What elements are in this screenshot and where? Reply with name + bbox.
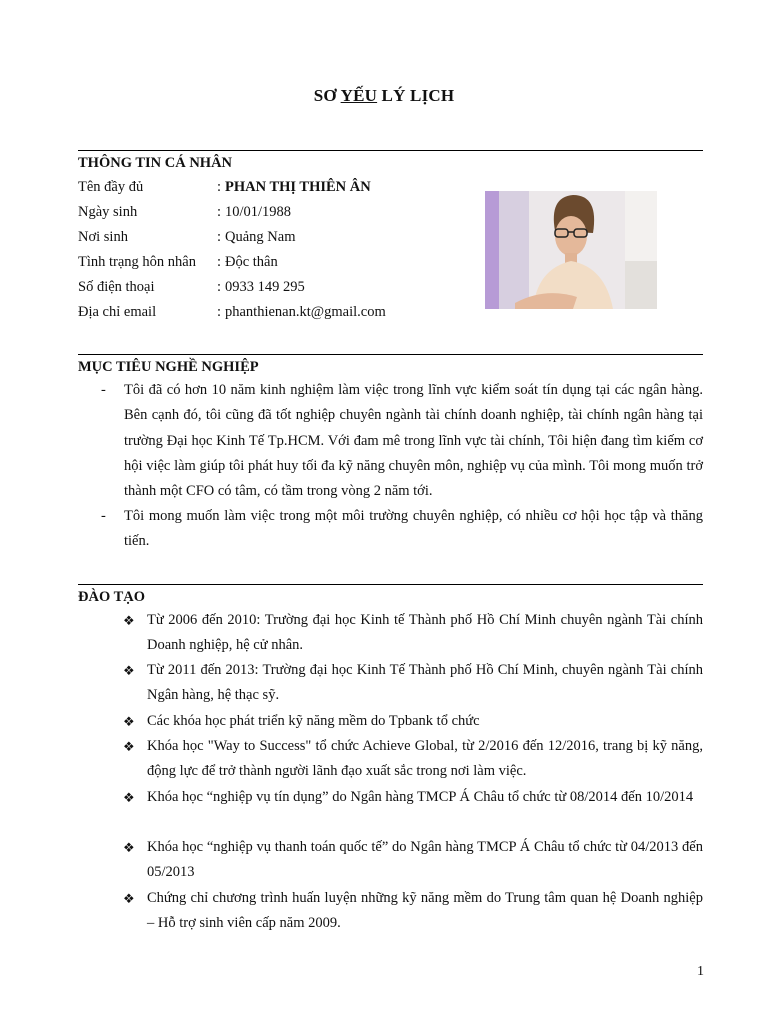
title-part-2-underlined: YẾU [340, 86, 378, 105]
diamond-bullet-icon: ❖ [123, 790, 135, 805]
info-colon: : [217, 229, 222, 245]
education-item: Khóa học “nghiệp vụ thanh toán quốc tế” do Ngân hàng TMCP Á Châu tổ chức từ 04/2013 đến 05/2013 [147, 839, 703, 881]
info-label: Nơi sinh [78, 229, 128, 245]
list-bullet-dash: - [101, 508, 106, 524]
info-colon: : [217, 179, 222, 195]
list-bullet-dash: - [101, 382, 106, 398]
title-part-3: LÝ LỊCH [377, 86, 455, 105]
info-colon: : [217, 254, 222, 270]
education-item: Chứng chỉ chương trình huấn luyện những kỹ năng mềm do Trung tâm quan hệ Doanh nghiệp – Hỗ trợ sinh viên cấp năm 2009. [147, 890, 703, 932]
education-item: Từ 2011 đến 2013: Trường đại học Kinh Tế Thành phố Hồ Chí Minh, chuyên ngành Tài chính Ngân hàng, hệ thạc sỹ. [147, 662, 703, 704]
education-item: Khóa học “nghiệp vụ tín dụng” do Ngân hàng TMCP Á Châu tổ chức từ 08/2014 đến 10/2014 [147, 789, 694, 805]
info-value-birthdate: 10/01/1988 [225, 204, 292, 220]
diamond-bullet-icon: ❖ [123, 613, 135, 628]
profile-photo [485, 191, 657, 309]
personal-info-heading: THÔNG TIN CÁ NHÂN [78, 150, 703, 173]
info-value-email: phanthienan.kt@gmail.com [225, 304, 386, 320]
diamond-bullet-icon: ❖ [123, 739, 135, 754]
education-heading: ĐÀO TẠO [78, 584, 703, 607]
info-colon: : [217, 304, 222, 320]
info-label: Tên đầy đủ [78, 179, 144, 195]
info-colon: : [217, 204, 222, 220]
career-objective-section [78, 354, 703, 554]
info-value-marital-status: Độc thân [225, 254, 278, 270]
diamond-bullet-icon: ❖ [123, 714, 135, 729]
diamond-bullet-icon: ❖ [123, 891, 135, 906]
info-value-phone: 0933 149 295 [225, 279, 305, 295]
info-colon: : [217, 279, 222, 295]
education-item: Các khóa học phát triển kỹ năng mềm do Tpbank tổ chức [147, 713, 480, 729]
education-item: Từ 2006 đến 2010: Trường đại học Kinh tế Thành phố Hồ Chí Minh chuyên ngành Tài chính Doanh nghiệp, hệ cử nhân. [147, 612, 703, 654]
career-objective-heading: MỤC TIÊU NGHỀ NGHIỆP [78, 354, 703, 377]
info-label: Ngày sinh [78, 204, 138, 220]
education-section [78, 584, 703, 944]
info-value-birthplace: Quảng Nam [225, 229, 296, 245]
objective-paragraph: Tôi đã có hơn 10 năm kinh nghiệm làm việc trong lĩnh vực kiểm soát tín dụng tại các ngân hàng. Bên cạnh đó, tôi cũng đã tốt nghiệp chuyên ngành tài chính doanh nghiệp, tài chính ngân hàng tại trường Đại học Kinh Tế Tp.HCM. Với đam mê trong lĩnh vực tài chính, Tôi hiện đang tìm kiếm cơ hội việc làm giúp tôi phát huy tối đa kỹ năng chuyên môn, nghiệp vụ của mình. Tôi mong muốn trở thành một CFO có tâm, có tầm trong vòng 2 năm tới. [124, 382, 703, 500]
objective-paragraph: Tôi mong muốn làm việc trong một môi trường chuyên nghiệp, có nhiều cơ hội học tập và thăng tiến. [124, 508, 703, 550]
education-item: Khóa học "Way to Success" tổ chức Achieve Global, từ 2/2016 đến 12/2016, trang bị kỹ năng, động lực để trở thành người lãnh đạo xuất sắc trong nơi làm việc. [147, 738, 703, 780]
title-part-1: SƠ [313, 86, 341, 105]
info-value-fullname: PHAN THỊ THIÊN ÂN [225, 179, 371, 195]
info-label: Số điện thoại [78, 279, 155, 295]
diamond-bullet-icon: ❖ [123, 840, 135, 855]
document-title [0, 86, 768, 106]
diamond-bullet-icon: ❖ [123, 663, 135, 678]
info-label: Địa chỉ email [78, 304, 157, 320]
info-label: Tình trạng hôn nhân [78, 254, 196, 270]
profile-photo-illustration [485, 191, 657, 309]
page-number: 1 [697, 964, 704, 979]
